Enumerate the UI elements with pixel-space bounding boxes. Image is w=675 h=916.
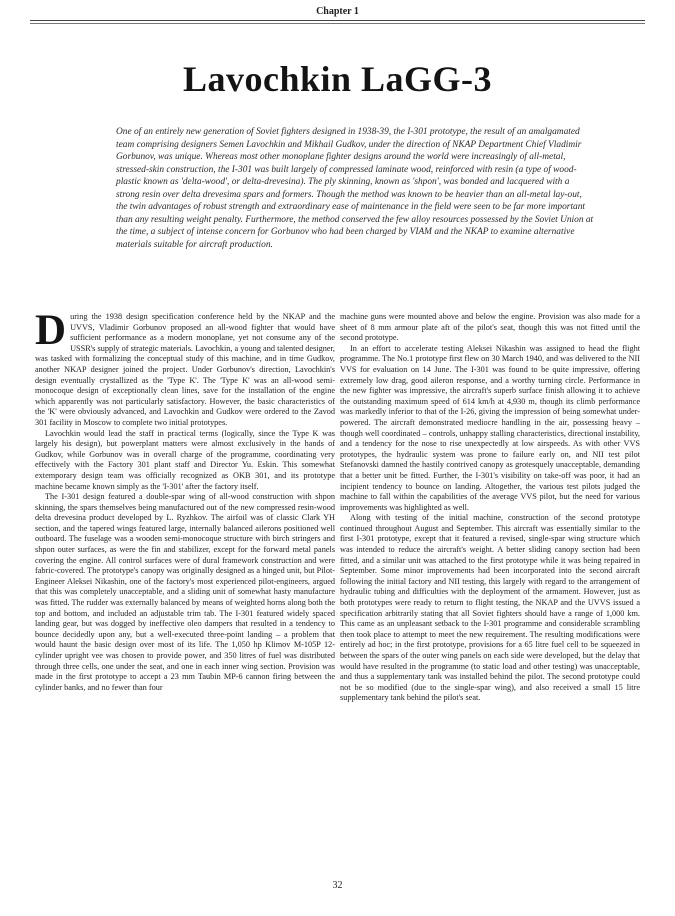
drop-cap: D: [35, 307, 67, 354]
page-title: Lavochkin LaGG-3: [182, 59, 493, 99]
right-column: [340, 312, 640, 704]
right-paragraph-3: Along with testing of the initial machine, construction of the second prototype continued throughout August and September. This aircraft was essentially similar to the first I-301 prototype, except that it featured a revised, single-spar wing structure which was intended to reduce the aircraft's weight. A better sliding canopy section had been fitted, and a similar unit was attached to the first prototype while it was being repaired in September. Some minor improvements had been incorporated into the second aircraft following the initial factory and NII testing, this largely with regard to the arrangement of hydraulic tubing and difficulties with the deployment of the armament. However, just as both prototypes were ready to return to flight testing, the NKAP and the UVVS issued a specification arbitrarily stating that all Soviet fighters should have a range of 1,000 km. This came as an unpleasant setback to the I-301 programme and considerable scrambling then took place to attempt to meet the new requirement. The resulting modifications were entirely ad hoc; in the first prototype, provisions for a 65 litre fuel cell to be squeezed in between the spars of the outer wing panels on each side were developed, but the delay that would have resulted in the programme (to static load and other testing) was unacceptable, and thus a supplementary tank was installed behind the pilot. The second prototype could not be so modified (due to the single-spar wing), and also received a small 15 litre supplementary tank behind the pilot's seat.: [340, 513, 640, 703]
left-paragraph-1-text: uring the 1938 design specification conference held by the NKAP and the UVVS, Vladimir Gorbunov proposed an all-wood fighter that would have sufficient performance as a modern monoplane, yet not consume any of the USSR's supply of strategic materials. Lavochkin, a young and talented designer, was tasked with formalizing the conceptual study of this machine, and in time Gudkov, another NKAP designer joined the project. Under Gorbunov's direction, Lavochkin's design eventually crystallized as the 'Type K'. The 'Type K' was an all-wood semi-monocoque design of exceptionally clean lines, save for the installation of the engine which apparently was not particularly satisfactory. However, the basic characteristics of the 'K' were obviously advanced, and Lavochkin and Gudkov were ordered to the Zavod 301 facility in Moscow to complete two initial prototypes.: [35, 312, 335, 427]
header-rule-thin: [30, 23, 645, 24]
right-paragraph-1: machine guns were mounted above and below the engine. Provision was also made for a sheet of 8 mm armour plate aft of the pilot's seat, though this was not fitted until the second prototype.: [340, 312, 640, 343]
left-paragraph-3: The I-301 design featured a double-spar wing of all-wood construction with shpon skinning, the spars themselves being manufactured out of the new compressed resin-wood delta drevesina product developed by L. Ryzhkov. The airfoil was of classic Clark YH section, and the tapered wings featured large, internally balanced ailerons positioned well outboard. The fuselage was a wooden semi-monocoque structure with birch stringers and shpon outer surfaces, as were the fin and stabilizer, except for the forward metal panels covering the engine. All control surfaces were of dural framework construction and were fabric-covered. The prototype's canopy was originally designed as a hinged unit, but Pilot-Engineer Aleksei Nikashin, one of the factory's most experienced pilot-engineers, argued that this was completely unacceptable, and a sliding unit of somewhat hasty manufacture was fitted. The rudder was externally balanced by means of weighted horns along both the top and bottom, and included an adjustable trim tab. The I-301 featured widely spaced landing gear, but was dogged by ineffective oleo dampers that resulted in a tendency to bounce decidedly upon any, but a well-executed three-point landing – a problem that would haunt the basic design over most of its life. The 1,050 hp Klimov M-105P 12-cylinder upright vee was chosen to provide power, and 350 litres of fuel was distributed through three cells, one under the seat, and one in each inner wing section. Provision was made in the first prototype to accept a 23 mm Taubin MP-6 cannon firing between the cylinder banks, and no fewer than four: [35, 492, 335, 692]
chapter-header: Chapter 1: [316, 6, 359, 17]
left-column: [35, 307, 335, 693]
intro-paragraph: One of an entirely new generation of Soviet fighters designed in 1938-39, the I-301 prototype, the result of an amalgamated team comprising designers Semen Lavochkin and Mikhail Gudkov, under the direction of NKAP Department Chief Vladimir Gorbunov, was unique. Whereas most other monoplane fighter designs around the world were increasingly of all-metal, stressed-skin construction, the I-301 was built largely of compressed laminate wood, reinforced with resin (a type of wood-plastic known as 'delta-wood', or delta-drevesina). The ply skinning, known as 'shpon', was bonded and lacquered with a strong resin over delta drevesima spars and formers. Though the method was known to be heavier than an all-metal lay-out, the twin advantages of robust strength and extraordinary ease of maintenance in the field were seen to be far more important than any resulting weight penalty. Furthermore, the method conserved the few alloy resources possessed by the Soviet Union at the time, a subject of intense concern for Gorbunov who had been charged by VIAM and the NKAP to examine alternative materials suitable for aircraft production.: [116, 127, 594, 250]
right-paragraph-2: In an effort to accelerate testing Aleksei Nikashin was assigned to head the flight programme. The No.1 prototype first flew on 30 March 1940, and was delivered to the NII VVS for evaluation on 14 June. The I-301 was found to be quite impressive, offering extremely low drag, good aileron response, and a worthy turning circle. Performance in the new fighter was impressive, the aircraft's superb surface finish allowing it to achieve the outstanding maximum speed of 614 km/h at 4,930 m, though its climb performance was markedly inferior to that of the I-26, giving the impression of being somewhat under-powered. The aircraft demonstrated mediocre handling in the air, possessing heavy – though well coordinated – controls, unhappy stalling characteristics, directional instability, and a tendency for the nose to rise unexpectedly at low airspeeds. As with other VVS prototypes, the hydraulic system was prone to failure early on, and NII test pilot Stefanovski damned the hastily contrived canopy as grotesquely unacceptable, demanding that a better unit be fitted. Further, the I-301's visibility on take-off was poor, it had an incipient tendency to bounce on landing. Altogether, the various test pilots judged the machine to fall within the capabilities of the average VVS pilot, but the need for various improvements was highlighted as well.: [340, 343, 640, 512]
left-paragraph-2: Lavochkin would lead the staff in practical terms (logically, since the Type K was largely his design), but powerplant matters were almost exclusively in the hands of Gudkov, while Gorbunov was in overall charge of the programme, coordinating very effectively with the Factory 301 plant staff and Director Yu. Eskin. This somewhat extemporary design team was officially recognized as OKB 301, and its prototype machine became known simply as the 'I-301' after the factory itself.: [35, 428, 335, 491]
page-number: 32: [332, 880, 343, 891]
header-rule: [30, 20, 645, 21]
left-paragraph-1: [35, 307, 335, 429]
